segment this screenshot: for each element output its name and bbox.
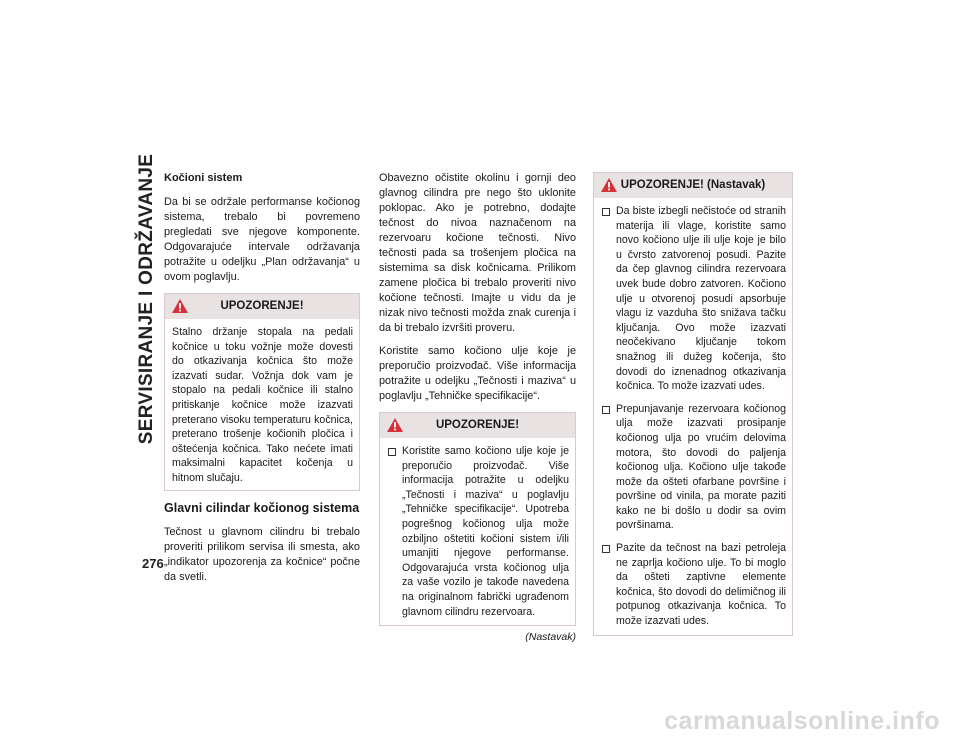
- warning-box-1-body: [165, 319, 359, 490]
- warning-title: UPOZORENJE! (Nastavak): [620, 179, 766, 191]
- warning-triangle-icon: [386, 417, 404, 433]
- heading-master-cylinder: Glavni cilindar kočionog sistema: [164, 500, 360, 515]
- warning-item-text: Pazite da tečnost na bazi petroleja ne zaprlja kočiono ulje. To bi moglo da ošteti zaptivne elemente kočnica, što dovodi do delimičnog ili potpunog otkazivanja kočnica. To može izazvati udes.: [616, 542, 786, 628]
- warning-title: UPOZORENJE!: [220, 300, 304, 312]
- warning-title: UPOZORENJE!: [435, 419, 520, 431]
- paragraph-brake-system: Da bi se održale performanse kočionog sistema, trebalo bi povremeno pregledati sve njegove komponente. Odgovarajuće intervale održavanja potražite u odeljku „Plan održavanja“ u ovom poglavlju.: [164, 196, 360, 283]
- paragraph-master-cylinder: Tečnost u glavnom cilindru bi trebalo proveriti prilikom servisa ili smesta, ako „indikator upozorenja za kočnice“ počne da svetli.: [164, 525, 360, 583]
- warning-item-text: Koristite samo kočiono ulje koje je preporučio proizvođač. Više informacija potražite u odeljku „Tečnosti i maziva“ u poglavlju „Tehničke specifikacije“. Upotreba pogrešnog kočionog ulja može ozbiljno oštetiti kočioni sistem i/ili umanjiti njegove performanse. Odgovarajuća vrsta kočionog ulja za vaše vozilo je takođe navedena na originalnom fabrički ugrađenom glavnom cilindru rezervoara.: [402, 445, 569, 618]
- column-2: [379, 171, 576, 645]
- warning-triangle-icon: [171, 298, 189, 314]
- square-bullet-icon: [602, 545, 610, 553]
- continued-label: (Nastavak): [525, 631, 576, 644]
- paragraph-recommended-oil: Koristite samo kočiono ulje koje je preporučio proizvođač. Više informacija potražite u odeljku „Tečnosti i maziva“ u poglavlju „Tehničke specifikacije“.: [379, 345, 576, 402]
- heading-brake-system: Kočioni sistem: [164, 172, 243, 184]
- watermark: carmanualsonline.info: [664, 707, 940, 735]
- warning-box-1: [164, 293, 360, 491]
- square-bullet-icon: [602, 208, 610, 216]
- page-number: 276: [142, 556, 164, 571]
- warning-item-text: Prepunjavanje rezervoara kočionog ulja može izazvati prosipanje kočionog ulja po vrućim delovima motora, što dovodi do paljenja kočionog ulja. Kočiono ulje takođe može da ošteti ofarbane površine i površine od vinila, pa morate paziti kako ne bi došlo u dodir sa ovim površinama.: [616, 402, 786, 532]
- warning-list-item: [387, 444, 569, 619]
- column-1: [164, 171, 360, 593]
- section-side-tab: [135, 153, 159, 445]
- warning-box-3: [593, 172, 793, 636]
- warning-box-1-header: [165, 294, 359, 319]
- warning-box-2-body: [380, 438, 575, 625]
- warning-box-2-header: [380, 413, 575, 438]
- warning-box-3-header: [594, 173, 792, 198]
- warning-box-2: [379, 412, 576, 626]
- warning-list-item: [601, 541, 786, 629]
- warning-list-item: [601, 204, 786, 394]
- warning-item-text: Da biste izbegli nečistoće od stranih materija ili vlage, koristite samo novo kočiono ulje ili ulje koje je bilo u čvrsto zatvorenoj posudi. Pazite da čep glavnog cilindra rezervoara uvek bude dobro zatvoren. Kočiono ulje u otvorenoj posudi apsorbuje vlagu iz vazduha što snižava tačku ključanja. Ovo može izazvati neočekivano ključanje tokom snažnog ili dužeg kočenja, što dovodi do iznenadnog otkazivanja kočnica. To može izazvati udes.: [616, 205, 786, 393]
- warning-list-item: [601, 402, 786, 533]
- column-3: [593, 172, 793, 646]
- warning-triangle-icon: [600, 177, 618, 193]
- paragraph-cleaning: Obavezno očistite okolinu i gornji deo glavnog cilindra pre nego što uklonite poklopac. Ako je potrebno, dodajte tečnost do nivoa naznačenom na rezervoaru kočione tečnosti. Nivo tečnosti pada sa trošenjem pločica na sistemima sa disk kočnicama. Prilikom zamene pločica bi trebalo proveriti nivo kočione tečnosti. Imajte u vidu da je nizak nivo tečnosti možda znak curenja i da bi trebalo izvršiti proveru.: [379, 172, 576, 334]
- warning-box-3-body: [594, 198, 792, 635]
- section-title-vertical: SERVISIRANJE I ODRŽAVANJE: [136, 153, 157, 445]
- square-bullet-icon: [388, 448, 396, 456]
- warning-text: Stalno držanje stopala na pedali kočnice u toku vožnje može dovesti do otkazivanja kočnica što može izazvati sudar. Vožnja dok vam je stopalo na pedali kočnice ili stalno pritiskanje kočnice može izazvati preterano visoku temperaturu kočnica, preterano trošenje kočionih pločica i oštećenja kočnica. Tako nećete imati maksimalni kapacitet kočenja u hitnom slučaju.: [172, 326, 353, 484]
- square-bullet-icon: [602, 406, 610, 414]
